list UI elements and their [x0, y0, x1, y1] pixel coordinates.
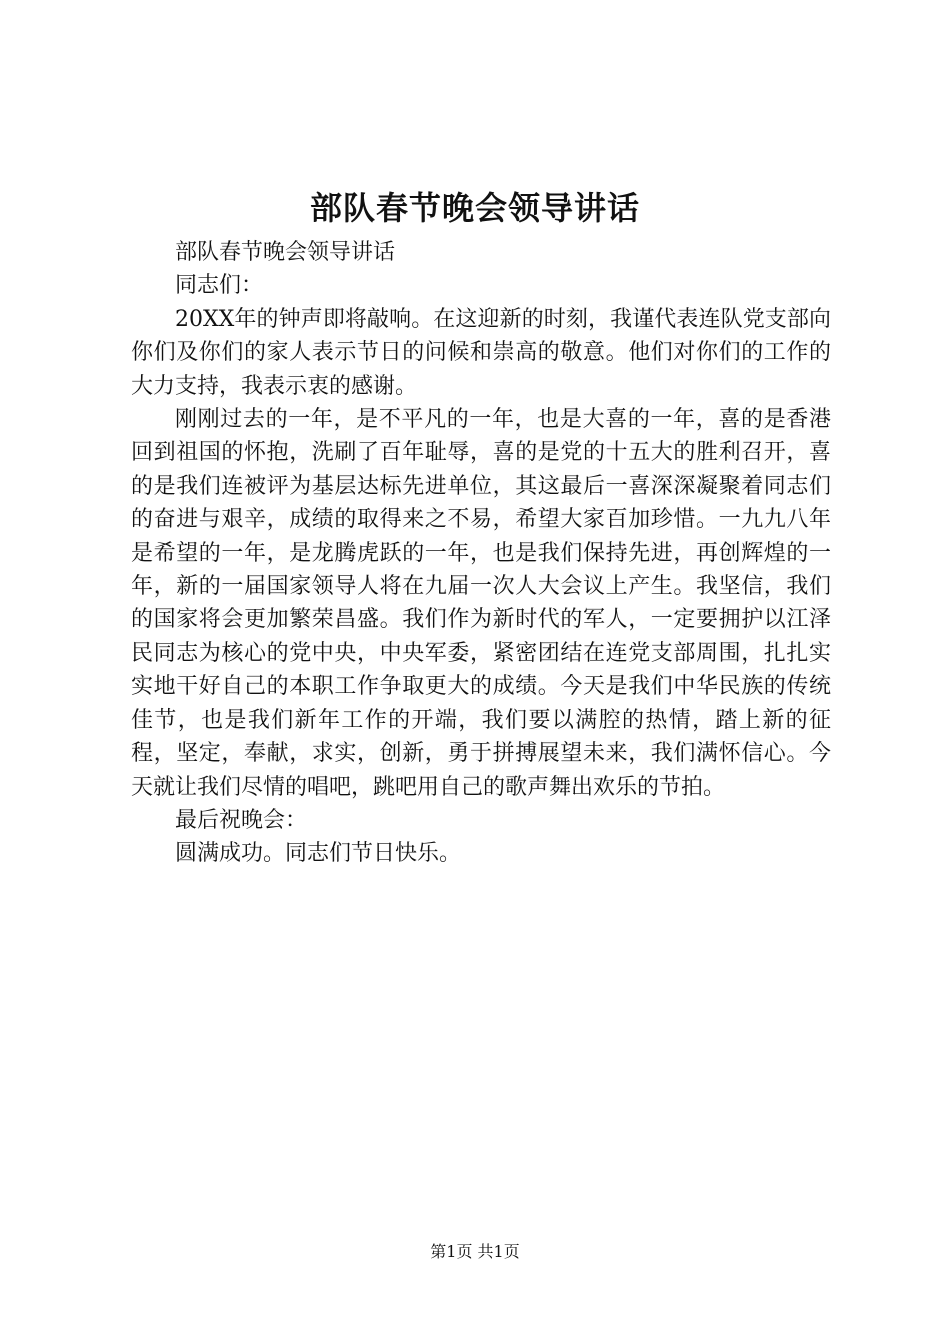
page-number-footer: 第1页 共1页: [430, 1242, 520, 1261]
body-paragraph-salutation: 同志们：: [175, 273, 264, 299]
document-title: 部队春节晚会领导讲话: [309, 189, 640, 227]
body-paragraph-closing: 圆满成功。同志们节日快乐。: [175, 841, 462, 867]
body-paragraph: 最后祝晚会：: [175, 807, 308, 833]
body-paragraph: 刚刚过去的一年，是不平凡的一年，也是大喜的一年，喜的是香港回到祖国的怀抱，洗刷了百年耻辱，喜的是党的十五大的胜利召开，喜的是我们连被评为基层达标先进单位，其这最后一喜深深凝聚着同志们的奋进与艰辛，成绩的取得来之不易，希望大家百加珍惜。一九九八年是希望的一年，是龙腾虎跃的一年，也是我们保持先进，再创辉煌的一年，新的一届国家领导人将在九届一次人大会议上产生。我坚信，我们的国家将会更加繁荣昌盛。我们作为新时代的军人，一定要拥护以江泽民同志为核心的党中央，中央军委，紧密团结在连党支部周围，扎扎实实地干好自己的本职工作争取更大的成绩。今天是我们中华民族的传统佳节，也是我们新年工作的开端，我们要以满腔的热情，踏上新的征程，坚定，奉献，求实，创新，勇于拼搏展望未来，我们满怀信心。今天就让我们尽情的唱吧，跳吧用自己的歌声舞出欢乐的节拍。: [131, 407, 831, 800]
body-paragraph: 20XX年的钟声即将敲响。在这迎新的时刻，我谨代表连队党支部向你们及你们的家人表示节日的问候和崇高的敬意。他们对你们的工作的大力支持，我表示衷的感谢。: [131, 306, 831, 399]
body-paragraph-subtitle: 部队春节晚会领导讲话: [175, 240, 396, 265]
document-body: [131, 236, 831, 871]
